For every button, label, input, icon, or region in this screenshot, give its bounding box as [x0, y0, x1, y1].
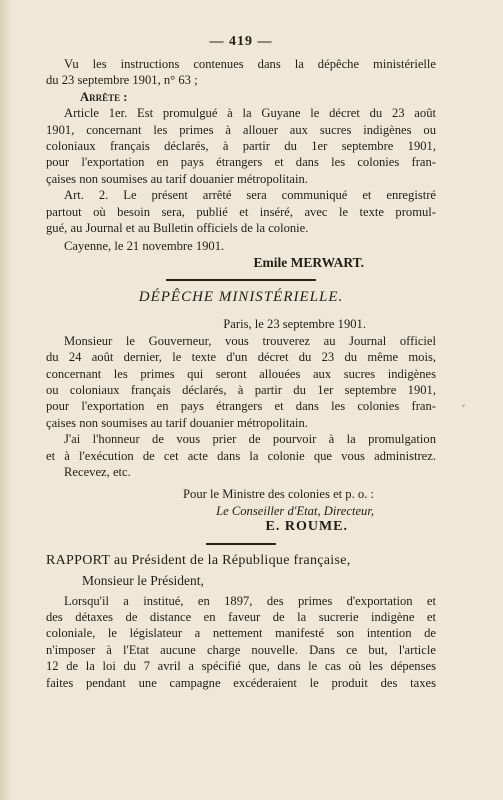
article-1-line: Article 1er. Est promulgué à la Guyane le décret du 23 août [64, 106, 436, 121]
depeche-line: pour l'exportation en pays étrangers et dans les colonies fran- [46, 399, 436, 414]
rapport-line: 12 de la loi du 7 avril a spécifié que, dans le cas où les dépenses [46, 659, 436, 674]
depeche-title: DÉPÊCHE MINISTÉRIELLE. [138, 289, 344, 306]
rapport-line: des détaxes de distance en faveur de la sucrerie indigène et [46, 609, 436, 624]
page-content [46, 34, 436, 691]
depeche-line: çaises non soumises au tarif douanier métropolitain. [46, 415, 308, 430]
article-1-line: çaises non soumises au tarif douanier métropolitain. [46, 171, 308, 186]
article-2-line: partout où besoin sera, publié et inséré, avec le texte promul- [46, 204, 436, 219]
rapport-line: n'imposer à l'Etat aucune charge nouvelle. Dans ce but, l'article [46, 642, 436, 657]
depeche-line: du 24 août dernier, le texte d'un décret du 23 du même mois, [46, 350, 436, 365]
arrete-signature: Emile MERWART. [253, 254, 364, 270]
depeche-signature-line2: Le Conseiller d'Etat, Directeur, [216, 503, 374, 518]
article-1-line: pour l'exportation en pays étrangers et dans les colonies fran- [46, 155, 436, 170]
article-1-line: 1901, concernant les primes à allouer aux sucres indigènes ou [46, 122, 436, 137]
depeche-line: concernant les primes qui seront allouées aux sucres indigènes [46, 366, 436, 381]
arrete-heading: Arrête : [80, 89, 128, 104]
article-1-line: coloniaux français déclarés, à partir du 1er septembre 1901, [46, 139, 436, 154]
article-2-line: Art. 2. Le présent arrêté sera communiqué et enregistré [64, 188, 436, 203]
depeche-line: J'ai l'honneur de vous prier de pourvoir à la promulgation [64, 432, 436, 447]
rapport-line: coloniale, le législateur a nettement manifesté son intention de [46, 626, 436, 641]
page-edge-shadow [0, 0, 12, 800]
depeche-signature-line1: Pour le Ministre des colonies et p. o. : [183, 487, 374, 502]
arrete-line: du 23 septembre 1901, n° 63 ; [46, 73, 198, 88]
depeche-date: Paris, le 23 septembre 1901. [223, 317, 366, 332]
arrete-line: Vu les instructions contenues dans la dépêche ministérielle [64, 57, 436, 71]
depeche-closing: Recevez, etc. [64, 464, 131, 479]
rapport-salutation: Monsieur le Président, [82, 573, 204, 589]
rapport-line: faites pendant une campagne excéderaient le produit des taxes [46, 675, 436, 690]
depeche-line: Monsieur le Gouverneur, vous trouverez au Journal officiel [64, 333, 436, 348]
place-date: Cayenne, le 21 novembre 1901. [64, 239, 225, 254]
depeche-line: et à l'exécution de cet acte dans la colonie que vous administrez. [46, 448, 436, 463]
article-2-line: gué, au Journal et au Bulletin officiels de la colonie. [46, 221, 309, 236]
margin-mark: ⸗ [462, 400, 465, 410]
page-number: — 419 — [209, 34, 273, 49]
depeche-signature-name: E. ROUME. [265, 519, 348, 535]
section-divider [206, 543, 276, 545]
depeche-line: ou coloniaux français déclarés, à partir du 1er septembre 1901, [46, 382, 436, 397]
section-divider [166, 279, 316, 281]
rapport-title: RAPPORT au Président de la République française, [46, 553, 351, 569]
rapport-line: Lorsqu'il a institué, en 1897, des primes d'exportation et [64, 593, 436, 608]
